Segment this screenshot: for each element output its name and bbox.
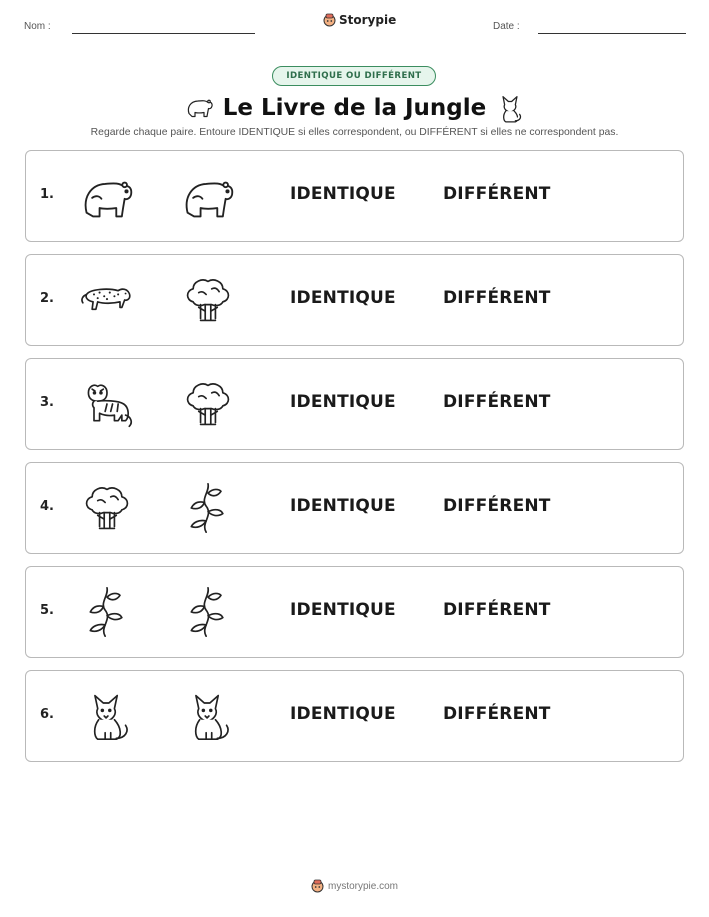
page-title: Le Livre de la Jungle: [222, 95, 487, 121]
left-picture: [79, 274, 135, 326]
option-identique[interactable]: IDENTIQUE: [290, 392, 396, 412]
option-different[interactable]: DIFFÉRENT: [443, 184, 551, 204]
left-picture: [79, 690, 135, 742]
pair-number: 3.: [40, 395, 54, 410]
pair-card: [25, 566, 684, 658]
option-different[interactable]: DIFFÉRENT: [443, 704, 551, 724]
brand-name: Storypie: [339, 13, 397, 27]
tiger-icon: [79, 378, 135, 430]
leopard-icon: [79, 274, 135, 326]
left-picture: [79, 170, 135, 222]
wolf-icon: [495, 92, 525, 126]
right-picture: [180, 274, 236, 326]
right-picture: [180, 170, 236, 222]
option-identique[interactable]: IDENTIQUE: [290, 288, 396, 308]
pair-card: [25, 150, 684, 242]
pair-card: [25, 462, 684, 554]
pair-number: 1.: [40, 187, 54, 202]
storypie-mascot-icon: [311, 879, 324, 893]
instructions: Regarde chaque paire. Entoure IDENTIQUE si elles correspondent, ou DIFFÉRENT si elles ne correspondent pas.: [90, 127, 619, 138]
vine-icon: [180, 586, 236, 638]
pair-card: [25, 254, 684, 346]
bear-icon: [180, 170, 236, 222]
date-line[interactable]: [538, 33, 686, 34]
option-different[interactable]: DIFFÉRENT: [443, 600, 551, 620]
vine-icon: [79, 586, 135, 638]
brand-logo: [323, 13, 396, 27]
option-identique[interactable]: IDENTIQUE: [290, 600, 396, 620]
right-picture: [180, 482, 236, 534]
option-different[interactable]: DIFFÉRENT: [443, 496, 551, 516]
pair-number: 4.: [40, 499, 54, 514]
wolf-icon: [180, 690, 236, 742]
left-picture: [79, 378, 135, 430]
option-identique[interactable]: IDENTIQUE: [290, 496, 396, 516]
left-picture: [79, 482, 135, 534]
option-different[interactable]: DIFFÉRENT: [443, 392, 551, 412]
date-label: Date :: [493, 21, 520, 32]
pair-number: 5.: [40, 603, 54, 618]
option-different[interactable]: DIFFÉRENT: [443, 288, 551, 308]
option-identique[interactable]: IDENTIQUE: [290, 704, 396, 724]
wolf-icon: [79, 690, 135, 742]
right-picture: [180, 586, 236, 638]
pair-number: 2.: [40, 291, 54, 306]
vine-icon: [180, 482, 236, 534]
storypie-mascot-icon: [323, 13, 336, 27]
title-row: [0, 89, 709, 127]
tree-icon: [79, 482, 135, 534]
bear-icon: [79, 170, 135, 222]
tree-icon: [180, 274, 236, 326]
worksheet-type-badge: IDENTIQUE OU DIFFÉRENT: [272, 66, 436, 86]
footer: [0, 879, 709, 893]
pair-number: 6.: [40, 707, 54, 722]
right-picture: [180, 690, 236, 742]
name-label: Nom :: [24, 21, 51, 32]
pair-card: [25, 670, 684, 762]
right-picture: [180, 378, 236, 430]
pair-card: [25, 358, 684, 450]
option-identique[interactable]: IDENTIQUE: [290, 184, 396, 204]
left-picture: [79, 586, 135, 638]
name-line[interactable]: [72, 33, 255, 34]
footer-url[interactable]: mystorypie.com: [327, 880, 398, 892]
tree-icon: [180, 378, 236, 430]
